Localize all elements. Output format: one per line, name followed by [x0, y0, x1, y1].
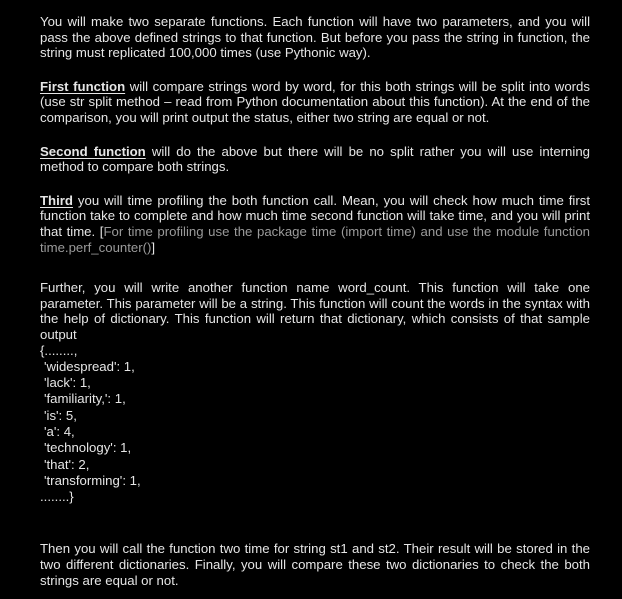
second-function-text: will do the above but there will be no split rather you will use interning method to compare both strings.: [40, 143, 590, 175]
final-paragraph: Then you will call the function two time for string st1 and st2. Their result will be stored in the two different dictionaries. Finally, you will compare these two dictionaries to check the both strings are equal or not.: [40, 541, 590, 588]
sample-output-line: 'familiarity,': 1,: [44, 391, 126, 407]
second-function-heading: Second function: [40, 143, 146, 159]
time-profiling-note: For time profiling use the package time (import time) and use the module function time.perf_counter(): [40, 223, 590, 255]
sample-output-line: 'is': 5,: [44, 407, 77, 423]
sample-output-open: {........,: [40, 342, 78, 358]
sample-output-close: ........}: [40, 489, 74, 505]
first-function-paragraph: [40, 79, 590, 126]
first-function-text: will compare strings word by word, for this both strings will be split into words (use str split method – read from Python documentation about this function). At the end of the comparison, you will print output the status, either two string are equal or not.: [40, 78, 590, 125]
word-count-paragraph: Further, you will write another function name word_count. This function will take one parameter. This parameter will be a string. This function will count the words in the syntax with the help of dictionary. This function will return that dictionary, which consists of that sample output: [40, 280, 590, 342]
intro-paragraph: You will make two separate functions. Each function will have two parameters, and you will pass the above defined strings to that function. But before you pass the string in function, the string must replicated 100,000 times (use Pythonic way).: [40, 14, 590, 61]
third-function-paragraph: [40, 193, 590, 255]
sample-output-line: 'widespread': 1,: [44, 358, 135, 374]
second-function-paragraph: [40, 144, 590, 175]
first-function-heading: First function: [40, 78, 126, 94]
sample-output-line: 'a': 4,: [44, 423, 75, 439]
sample-output-block: [40, 343, 590, 506]
third-function-close: ]: [151, 239, 156, 255]
third-function-heading: Third: [40, 192, 73, 208]
sample-output-line: 'technology': 1,: [44, 440, 132, 456]
sample-output-line: 'lack': 1,: [44, 375, 91, 391]
document-body: [40, 14, 590, 588]
sample-output-line: 'transforming': 1,: [44, 472, 141, 488]
third-function-text: you will time profiling the both function call. Mean, you will check how much time first function take to complete and how much time second function will take time, and you will print that time. [: [40, 192, 590, 239]
sample-output-line: 'that': 2,: [44, 456, 90, 472]
